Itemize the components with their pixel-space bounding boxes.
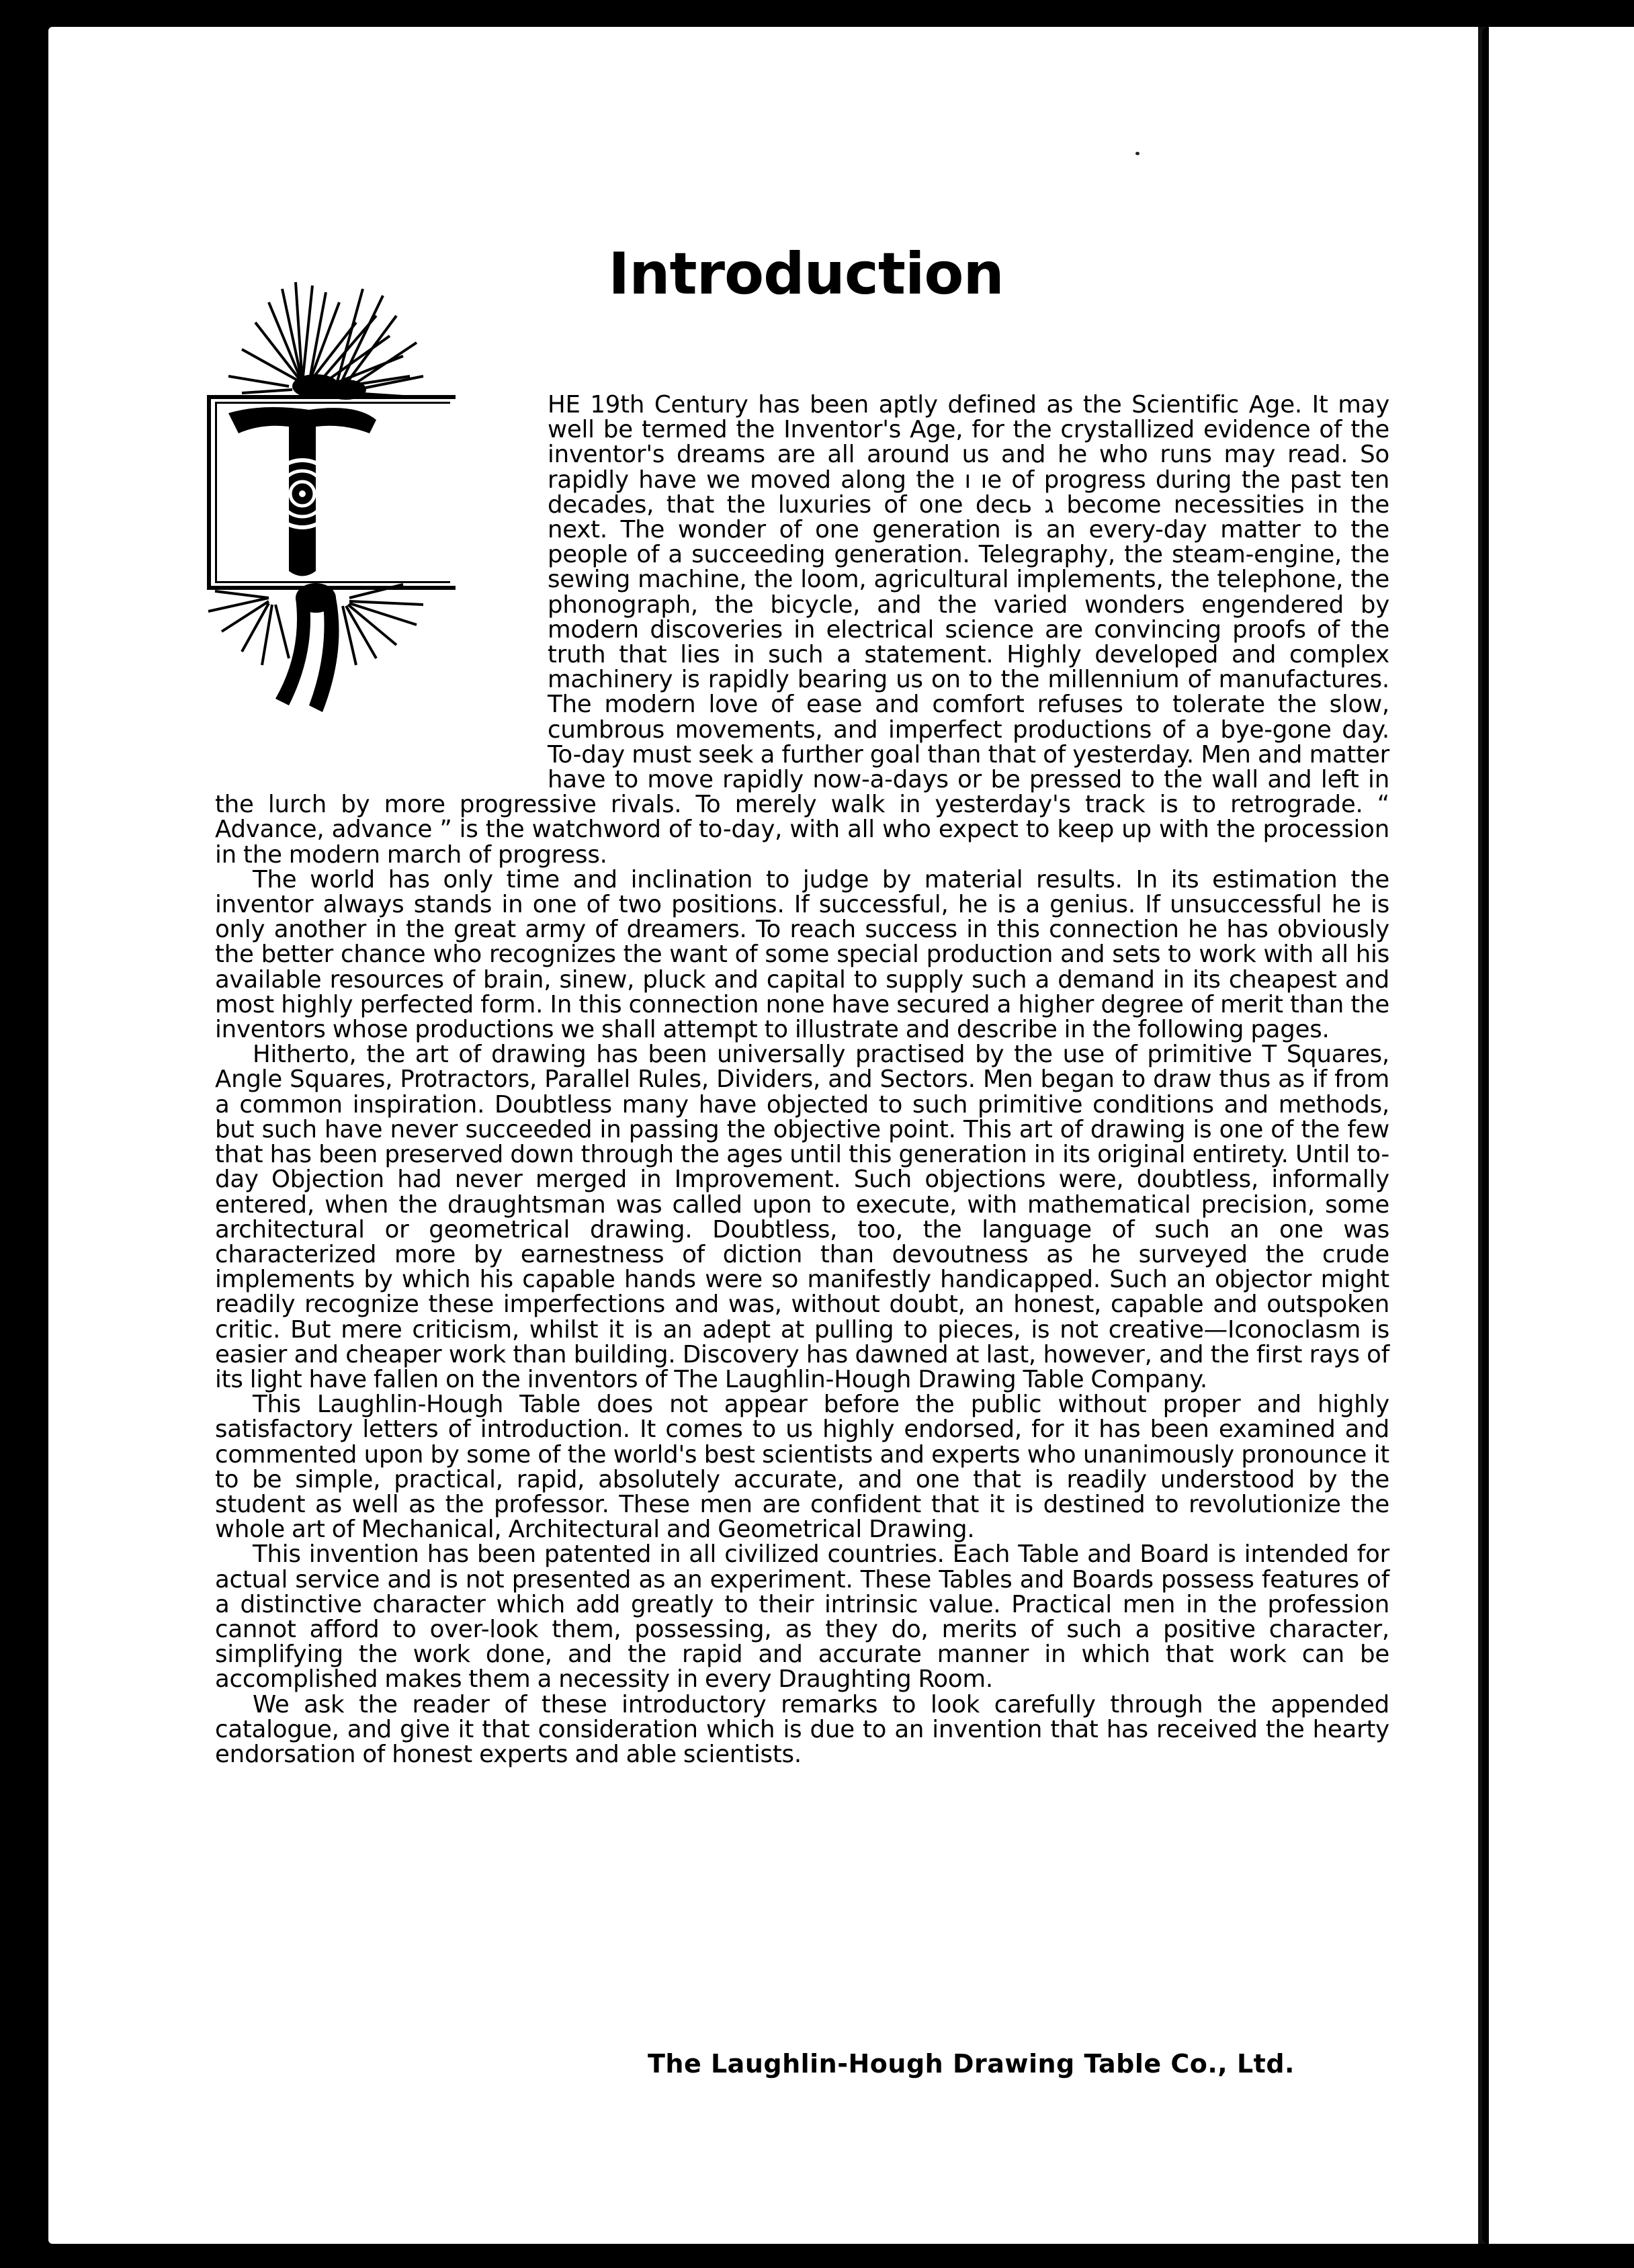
paragraph-5: This invention has been patented in all civilized countries. Each Table and Board is intended for actual service and is not presented as an experiment. These Tables and Boards possess features of a distinctive character which add greatly to their intrinsic value. Practical men in the profession cannot afford to over-look them, possessing, as they do, merits of such a positive character, simplifying the work done, and the rapid and accurate manner in which that work can be accomplished makes them a necessity in every Draughting Room.: [215, 1540, 1389, 1694]
introduction-body: [215, 392, 1389, 1767]
paragraph-4: This Laughlin-Hough Table does not appear before the public without proper and highly satisfactory letters of introduction. It comes to us highly endorsed, for it has been examined and commented upon by some of the world's best scientists and experts who unanimously pronounce it to be simple, practical, rapid, absolutely accurate, and one that is readily understood by the student as well as the professor. These men are confident that it is destined to revolutionize the whole art of Mechanical, Architectural and Geometrical Drawing.: [215, 1391, 1389, 1544]
paragraph-3: Hitherto, the art of drawing has been universally practised by the use of primitive T Squares, Angle Squares, Protractors, Parallel Rules, Dividers, and Sectors. Men began to draw thus as if from a common inspiration. Doubtless many have objected to such primitive conditions and methods, but such have never succeeded in passing the objective point. This art of drawing is one of the few that has been preserved down through the ages until this generation in its original entirety. Until to-day Objection had never merged in Improvement. Such objections were, doubtless, informally entered, when the draughtsman was called upon to execute, with mathematical precision, some architectural or geometrical drawing. Doubtless, too, the language of such an one was characterized more by earnestness of diction than devoutness as he surveyed the crude implements by which his capable hands were so manifestly handicapped. Such an objector might readily recognize these imperfections and was, without doubt, an honest, capable and outspoken critic. But mere criticism, whilst it is an adept at pulling to pieces, is not creative—Iconoclasm is easier and cheaper work than building. Discovery has dawned at last, however, and the first rays of its light have fallen on the inventors of The Laughlin-Hough Drawing Table Company.: [215, 1041, 1389, 1393]
paper-speck: [1135, 152, 1140, 155]
paragraph-1: HE 19th Century has been aptly defined as the Scientific Age. It may well be termed the Inventor's Age, for the crystallized evidence of the inventor's dreams are all around us and he who runs may read. So rapidly have we moved along the ı ıe of progress during the past ten decades, that the luxuries of one decь ג become necessities in the next. The wonder of one generation is an every-day matter to the people of a succeeding generation. Telegraphy, the steam-engine, the sewing machine, the loom, agricultural implements, the telephone, the phonograph, the bicycle, and the varied wonders engendered by modern discoveries in electrical science are convincing proofs of the truth that lies in such a statement. Highly developed and complex machinery is rapidly bearing us on to the millennium of manufactures. The modern love of ease and comfort refuses to tolerate the slow, cumbrous movements, and imperfect productions of a bye-gone day. To-day must seek a further goal than that of yesterday. Men and matter have to move rapidly now-a-days or be pressed to the wall and left in the lurch by more progressive rivals. To merely walk in yesterday's track is to retrograde. “ Advance, advance ” is the watchword of to-day, with all who expect to keep up with the procession in the modern march of progress.: [215, 391, 1389, 869]
paragraph-2: The world has only time and inclination to judge by material results. In its estimation the inventor always stands in one of two positions. If successful, he is a genius. If unsuccessful he is only another in the great army of dreamers. To reach success in this connection he has obviously the better chance who recognizes the want of some special production and sets to work with all his available resources of brain, sinew, pluck and capital to supply such a demand in its cheapest and most highly perfected form. In this connection none have secured a higher degree of merit than the inventors whose productions we shall attempt to illustrate and describe in the following pages.: [215, 865, 1389, 1044]
company-signature: The Laughlin-Hough Drawing Table Co., Ltd.: [647, 2049, 1295, 2079]
ornament-text-wrap-spacer: [215, 392, 548, 769]
catalogue-page: [48, 27, 1483, 2244]
facing-page-edge: [1482, 27, 1634, 2244]
paragraph-6: We ask the reader of these introductory remarks to look carefully through the appended catalogue, and give it that consideration which is due to an invention that has received the hearty endorsation of honest experts and able scientists.: [215, 1690, 1389, 1768]
page-title: Introduction: [608, 241, 1004, 308]
